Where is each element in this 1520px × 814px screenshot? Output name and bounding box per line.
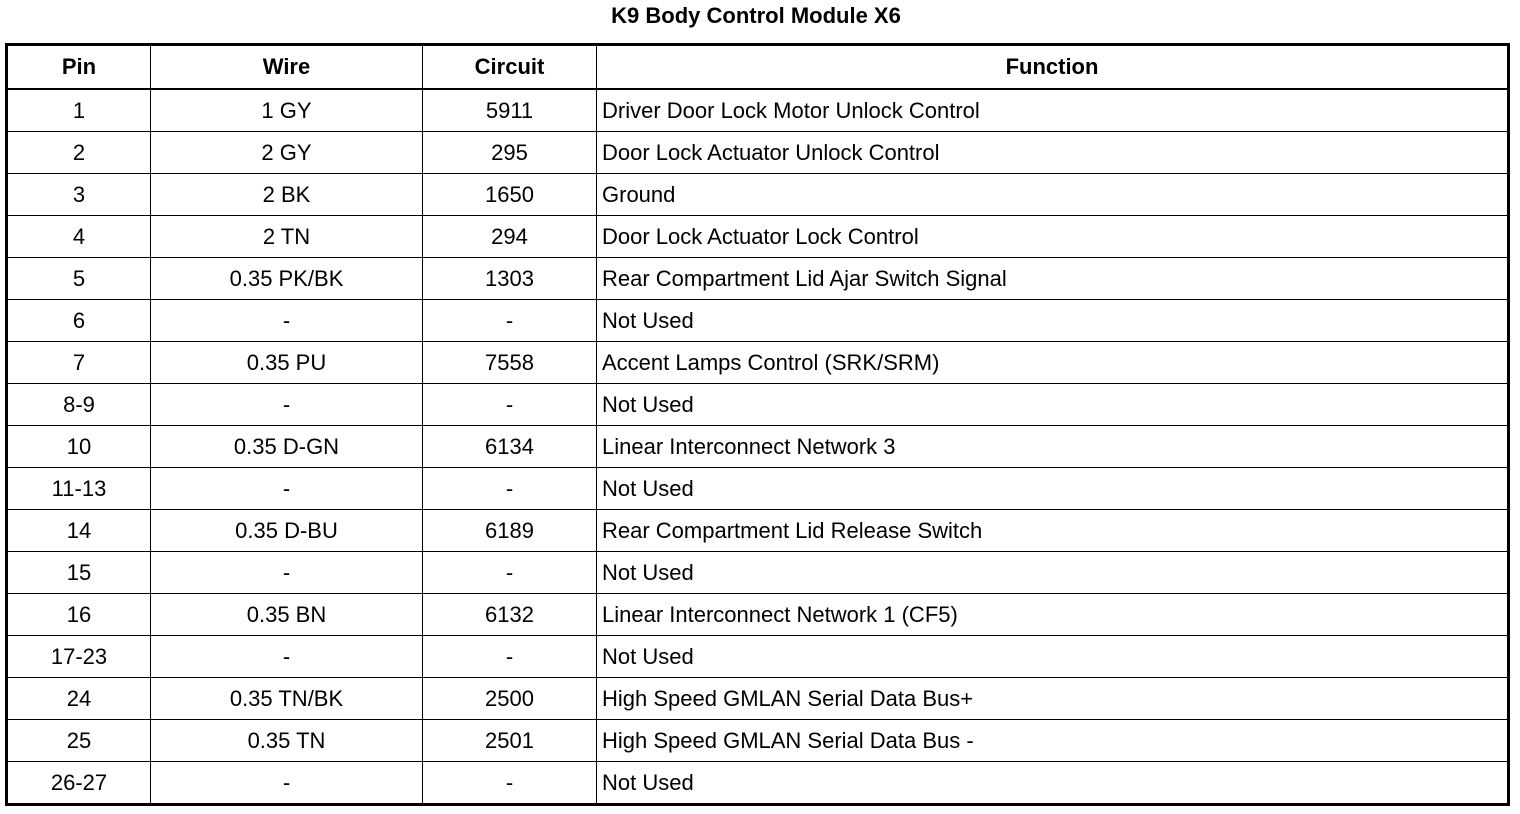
function-cell: Ground [597,174,1509,216]
circuit-cell: 1303 [423,258,597,300]
table-row [7,89,1509,132]
function-cell: Rear Compartment Lid Release Switch [597,510,1509,552]
connector-pinout-table [5,43,1510,806]
circuit-cell: 5911 [423,89,597,132]
function-cell: Driver Door Lock Motor Unlock Control [597,89,1509,132]
wire-cell: - [151,384,423,426]
wire-cell: - [151,636,423,678]
table-row [7,468,1509,510]
table-row [7,636,1509,678]
pin-cell: 2 [7,132,151,174]
circuit-cell: - [423,468,597,510]
function-cell: Door Lock Actuator Lock Control [597,216,1509,258]
pin-cell: 3 [7,174,151,216]
table-row [7,342,1509,384]
function-cell: Door Lock Actuator Unlock Control [597,132,1509,174]
pin-cell: 10 [7,426,151,468]
function-cell: Linear Interconnect Network 3 [597,426,1509,468]
pin-cell: 8-9 [7,384,151,426]
pin-cell: 11-13 [7,468,151,510]
wire-cell: 2 BK [151,174,423,216]
pin-cell: 26-27 [7,762,151,805]
function-cell: High Speed GMLAN Serial Data Bus - [597,720,1509,762]
circuit-cell: - [423,300,597,342]
header-row [7,45,1509,90]
pin-cell: 24 [7,678,151,720]
pin-cell: 17-23 [7,636,151,678]
wire-cell: - [151,300,423,342]
page-title: K9 Body Control Module X6 [611,3,901,28]
pin-cell: 7 [7,342,151,384]
circuit-cell: 2501 [423,720,597,762]
wire-cell: 0.35 TN/BK [151,678,423,720]
circuit-cell: 6189 [423,510,597,552]
function-cell: High Speed GMLAN Serial Data Bus+ [597,678,1509,720]
function-cell: Not Used [597,384,1509,426]
wire-cell: 0.35 D-BU [151,510,423,552]
pin-cell: 25 [7,720,151,762]
wire-cell: 2 GY [151,132,423,174]
pin-cell: 15 [7,552,151,594]
function-cell: Rear Compartment Lid Ajar Switch Signal [597,258,1509,300]
wire-cell: - [151,468,423,510]
circuit-cell: - [423,552,597,594]
table-header [7,45,1509,90]
table-row [7,720,1509,762]
function-cell: Not Used [597,300,1509,342]
table-row [7,678,1509,720]
function-cell: Not Used [597,636,1509,678]
circuit-cell: 6132 [423,594,597,636]
table-row [7,258,1509,300]
table-row [7,426,1509,468]
column-header-pin: Pin [7,45,151,90]
function-cell: Accent Lamps Control (SRK/SRM) [597,342,1509,384]
circuit-cell: 294 [423,216,597,258]
table-row [7,594,1509,636]
circuit-cell: 2500 [423,678,597,720]
wire-cell: 0.35 BN [151,594,423,636]
function-cell: Not Used [597,762,1509,805]
table-row [7,762,1509,805]
wire-cell: 0.35 PU [151,342,423,384]
circuit-cell: 295 [423,132,597,174]
circuit-cell: 7558 [423,342,597,384]
pin-cell: 5 [7,258,151,300]
function-cell: Linear Interconnect Network 1 (CF5) [597,594,1509,636]
table-body [7,89,1509,805]
table-row [7,510,1509,552]
circuit-cell: - [423,636,597,678]
pin-cell: 1 [7,89,151,132]
wire-cell: - [151,762,423,805]
wire-cell: 0.35 TN [151,720,423,762]
wire-cell: 0.35 D-GN [151,426,423,468]
circuit-cell: - [423,762,597,805]
wire-cell: 1 GY [151,89,423,132]
pin-cell: 16 [7,594,151,636]
pin-cell: 14 [7,510,151,552]
wire-cell: - [151,552,423,594]
function-cell: Not Used [597,468,1509,510]
table-row [7,216,1509,258]
circuit-cell: 1650 [423,174,597,216]
table-row [7,132,1509,174]
pin-cell: 4 [7,216,151,258]
column-header-function: Function [597,45,1509,90]
wire-cell: 2 TN [151,216,423,258]
column-header-circuit: Circuit [423,45,597,90]
table-row [7,384,1509,426]
circuit-cell: 6134 [423,426,597,468]
wire-cell: 0.35 PK/BK [151,258,423,300]
function-cell: Not Used [597,552,1509,594]
pin-cell: 6 [7,300,151,342]
table-row [7,552,1509,594]
circuit-cell: - [423,384,597,426]
table-row [7,300,1509,342]
column-header-wire: Wire [151,45,423,90]
table-row [7,174,1509,216]
